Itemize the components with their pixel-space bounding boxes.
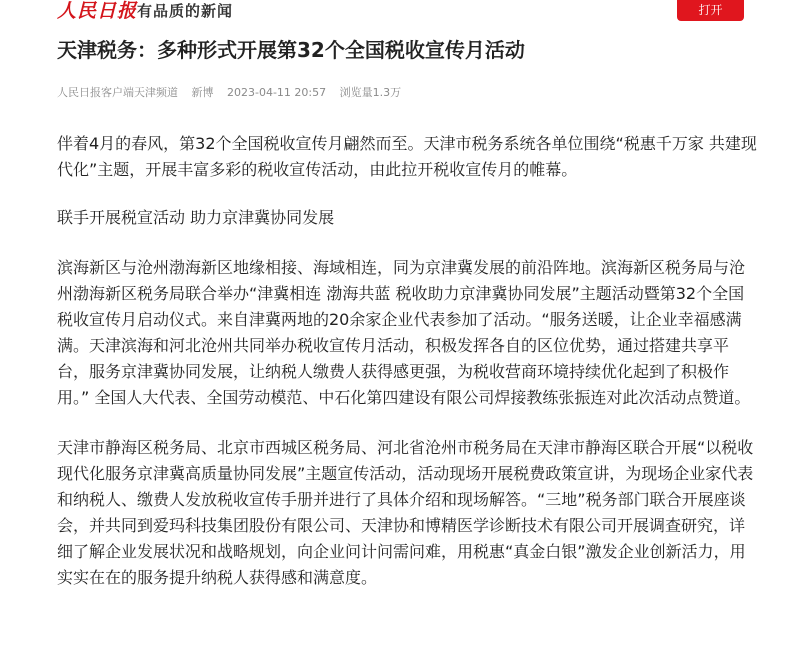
article-paragraph: 滨海新区与沧州渤海新区地缘相接、海域相连，同为京津冀发展的前沿阵地。滨海新区税务局与沧州渤海新区税务局联合举办“津冀相连 渤海共蓝 税收助力京津冀协同发展”主题活动暨第32个全国税收宣传月启动仪式。来自津冀两地的20余家企业代表参加了活动。“服务送暖，让企业幸福感满满。天津滨海和河北沧州共同举办税收宣传月活动，积极发挥各自的区位优势，通过搭建共享平台，服务京津冀协同发展，让纳税人缴费人获得感更强，为税收营商环境持续优化起到了积极作用。” 全国人大代表、全国劳动模范、中石化第四建设有限公司焊接教练张振连对此次活动点赞道。: [57, 258, 751, 407]
slogan: 有品质的新闻: [137, 2, 234, 20]
article-paragraph: 天津市静海区税务局、北京市西城区税务局、河北省沧州市税务局在天津市静海区联合开展“以税收现代化服务京津冀高质量协同发展”主题宣传活动，活动现场开展税费政策宣讲，为现场企业家代表和纳税人、缴费人发放税收宣传手册并进行了具体介绍和现场解答。“三地”税务部门联合开展座谈会，并共同到爱玛科技集团股份有限公司、天津协和博精医学诊断技术有限公司开展调查研究，详细了解企业发展状况和战略规划，向企业问计问需问难，用税惠“真金白银”激发企业创新活力，用实实在在的服务提升纳税人获得感和满意度。: [57, 438, 754, 587]
top-bar: [0, 0, 800, 24]
article-body: [57, 131, 757, 611]
meta-author: 新博: [191, 86, 214, 99]
open-app-button[interactable]: 打开: [677, 0, 744, 21]
meta-views: 浏览量1.3万: [339, 86, 402, 99]
article-title: 天津税务：多种形式开展第32个全国税收宣传月活动: [57, 38, 525, 62]
meta-datetime: 2023-04-11 20:57: [227, 86, 327, 99]
article-meta: [57, 86, 411, 100]
brand-logo[interactable]: 人民日报: [57, 0, 138, 22]
article-subheading: 联手开展税宣活动 助力京津冀协同发展: [57, 208, 335, 227]
meta-source: 人民日报客户端天津频道: [57, 86, 178, 99]
article-paragraph: 伴着4月的春风，第32个全国税收宣传月翩然而至。天津市税务系统各单位围绕“税惠千万家 共建现代化”主题，开展丰富多彩的税收宣传活动，由此拉开税收宣传月的帷幕。: [57, 134, 757, 179]
